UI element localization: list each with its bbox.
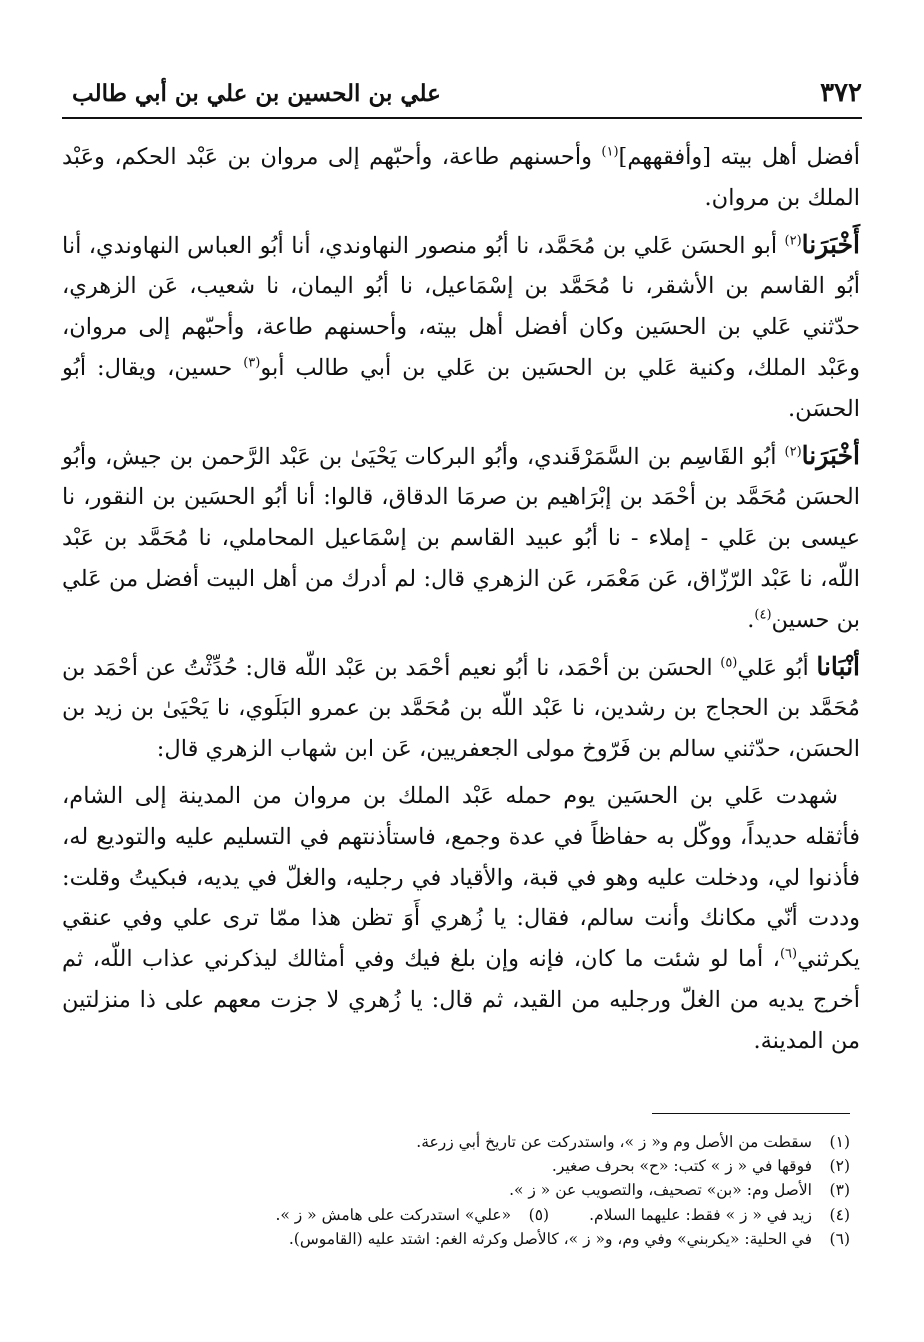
paragraph-text: وأحسنهم طاعة، وأحبّهم إلى مروان بن عَبْد الحكم، وعَبْد الملك بن مروان. [62,144,860,211]
footnote-text: فوقها في « ز » كتب: «ح» بحرف صغير. [551,1157,812,1176]
footnote-ref: (٤) [754,607,772,623]
paragraph-5 [62,776,860,1062]
footnote [120,1227,850,1251]
footnote-ref: (١) [601,144,619,160]
paragraph-text: أفضل أهل بيته [وأفقههم] [618,144,861,170]
page-number: ٣٧٢ [820,78,862,108]
paragraph-4 [62,647,860,770]
footnote-number: (٤) [829,1205,850,1224]
paragraph-text: أبو الحسَن عَلي بن مُحَمَّد، نا أبُو منصور النهاوندي، أنا أبُو العباس النهاوندي، أنا أبُو القاسم بن الأشقر، نا مُحَمَّد بن إسْمَاعيل، نا أبُو اليمان، نا شعيب، عَن الزهري، حدّثني عَلي بن الحسَين وكان أفضل أهل بيته، وأحسنهم طاعة، وأحبّهم إلى مروان، وعَبْد الملك، وكنية عَلي بن الحسَين بن عَلي بن أبي طالب أبو [62,232,861,381]
main-text [62,137,860,1062]
footnote-text: زيد في « ز » فقط: عليهما السلام. [589,1205,812,1224]
footnote-number: (٥) [528,1205,550,1224]
footnote-number: (٢) [829,1157,850,1176]
paragraph-text: الحسَن بن أحْمَد، نا أبُو نعيم أحْمَد بن عَبْد اللّه قال: حُدِّثْتُ عن أحْمَد بن مُحَمَّد بن الحجاج بن رشدين، نا عَبْد اللّه بن مُحَمَّد بن عمرو البَلَوي، نا يَحْيَىٰ بن زيد بن الحسَن، حدّثني سالم بن فَرّوخ مولى الجعفريين، عَن ابن شهاب الزهري قال: [62,654,860,763]
footnote [120,1178,850,1202]
isnad-lead: أَخْبَرَنا [801,229,860,259]
paragraph-text: حسين، ويقال: أبُو الحسَن. [62,354,860,422]
footnote-number: (٣) [829,1181,850,1200]
header-rule [62,117,862,119]
footnote-ref: (٦) [779,946,798,962]
footnote-separator [652,1113,850,1114]
footnote [120,1130,850,1154]
running-title: علي بن الحسين بن علي بن أبي طالب [72,80,441,107]
footnote-number: (١) [829,1133,850,1151]
paragraph-text: أبُو عَلي [737,654,817,681]
paragraph-1 [62,137,860,219]
footnote-text: في الحلية: «يكربني» وفي وم، و« ز »، كالأصل وكرثه الغم: اشتد عليه (القاموس). [288,1229,812,1248]
footnote-ref: (٥) [720,655,738,671]
page-header [62,74,862,114]
footnotes [120,1130,850,1251]
paragraph-3 [62,436,860,641]
paragraph-text: أبُو القَاسِم بن السَّمَرْقَندي، وأبُو البركات يَحْيَىٰ بن عَبْد الرَّحمن بن جيش، وأبُو الحسَن مُحَمَّد بن أحْمَد بن إبْرَاهيم بن صرمَا الدقاق، قالوا: أنا أبُو الحسَين بن النقور، نا عيسى بن عَلي - إملاء - نا أبُو عبيد القاسم بن إسْمَاعيل المحاملي، نا مُحَمَّد بن عَبْد اللّه، نا عَبْد الرّزّاق، عَن مَعْمَر، عَن الزهري قال: لم أدرك من أهل البيت أفضل من عَلي بن حسين [62,443,860,633]
footnote-ref: (٢) [784,233,802,249]
isnad-lead: أخْبَرَنا [801,440,860,470]
footnote-ref: (٣) [243,355,261,371]
paragraph-text: شهدت عَلي بن الحسَين يوم حمله عَبْد الملك بن مروان من المدينة إلى الشام، فأثقله حديداً، ووكّل به حفاظاً في عدة وجمع، فاستأذنتهم في التسليم عليه والتوديع له، فأذنوا لي، ودخلت عليه وهو في قبة، والأقياد في رجليه، والغلّ في يديه، فبكيتُ وقلت: وددت أنّي مكانك وأنت سالم، فقال: يا زُهري أَوَ تظن هذا ممّا ترى علي وفي عنقي يكرثني [62,782,860,973]
isnad-lead: أنْبَانا [816,651,860,681]
footnote-number: (٦) [829,1229,850,1248]
footnote-text: الأصل وم: «بن» تصحيف، والتصويب عن « ز ». [509,1181,812,1200]
paragraph-text: ، أما لو شئت ما كان، فإنه وإن بلغ فيك وفي أمثالك ليذكرني عذاب اللّه، ثم أخرج يديه من الغلّ ورجليه من القيد، ثم قال: يا زُهري لا جزت معهم على ذا منزلتين من المدينة. [62,946,860,1054]
footnote-text: سقطت من الأصل وم و« ز »، واستدركت عن تاريخ أبي زرعة. [416,1133,812,1151]
footnote [120,1203,850,1227]
footnote-text: «علي» استدركت على هامش « ز ». [275,1205,512,1224]
footnote [120,1154,850,1178]
footnote-ref: (٢) [784,444,802,460]
footnote-gap [549,1203,589,1227]
paragraph-2 [62,225,860,430]
paragraph-text: . [747,606,755,633]
